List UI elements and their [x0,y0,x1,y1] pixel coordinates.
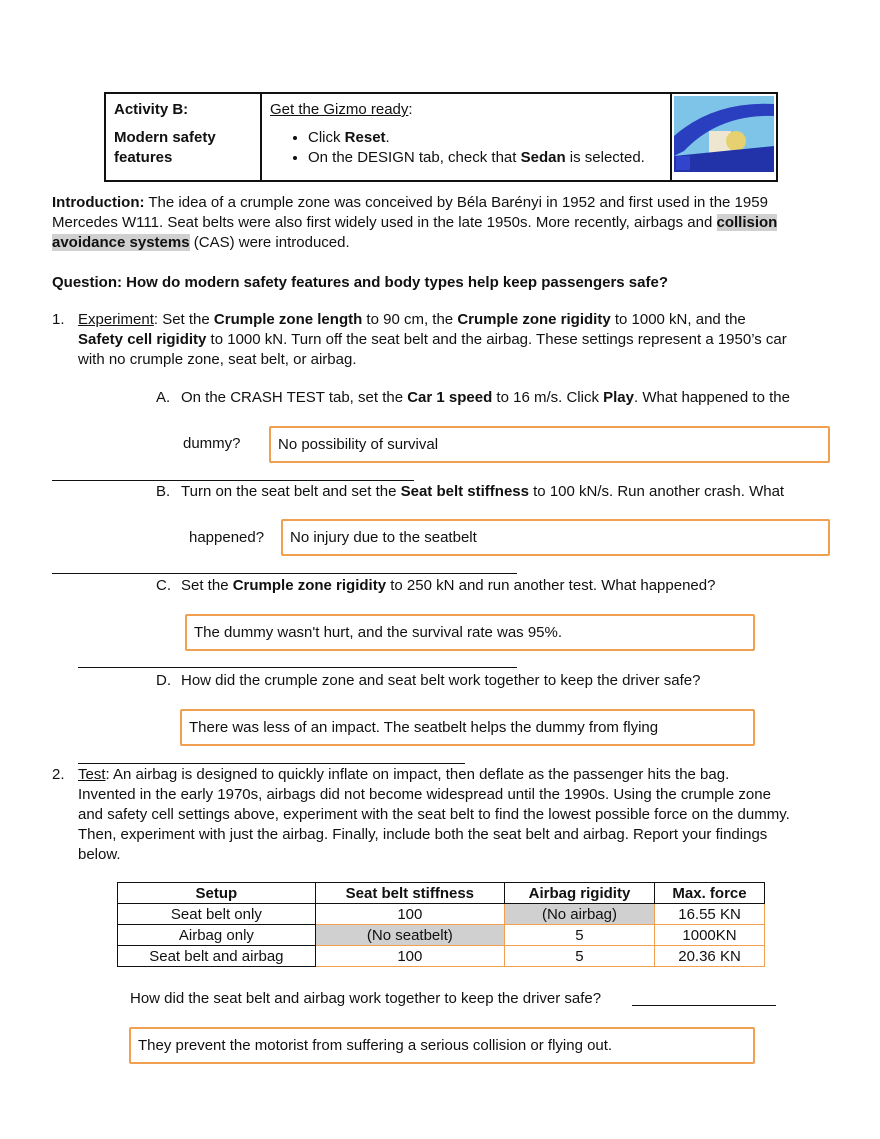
column-header: Max. force [655,883,765,904]
q1a-text: On the CRASH TEST tab, set the Car 1 speed to 16 m/s. Click Play. What happened to the [181,389,790,406]
table-cell: Airbag only [118,925,316,946]
column-header: Airbag rigidity [504,883,654,904]
q2-followup-question: How did the seat belt and airbag work together to keep the driver safe? [130,990,602,1007]
q1c-letter: C. [156,577,171,594]
divider [52,480,414,481]
prep-item: • On the DESIGN tab, check that Sedan is selected. [308,148,662,168]
q1a-answer-field[interactable]: No possibility of survival [269,426,830,463]
q1b-text-cont: happened? [189,529,265,546]
table-cell[interactable]: 5 [504,925,654,946]
table-cell[interactable]: 20.36 KN [655,946,765,967]
table-row [118,925,765,946]
table-row [118,946,765,967]
q1d-answer-field[interactable]: There was less of an impact. The seatbelt helps the dummy from flying [180,709,755,746]
column-header: Setup [118,883,316,904]
q1-number: 1. [52,311,65,328]
table-cell[interactable]: 100 [315,904,504,925]
q2-number: 2. [52,766,65,783]
q1c-text: Set the Crumple zone rigidity to 250 kN and run another test. What happened? [181,577,716,594]
table-cell[interactable]: 16.55 KN [655,904,765,925]
prep-list [270,128,662,168]
table-cell: Seat belt only [118,904,316,925]
q2-text: Test: An airbag is designed to quickly inflate on impact, then deflate as the passenger hits the bag. Invented in the early 1970s, airbags did not become widespread until the 1990s. Using the crumple zone and safety cell settings above, experiment with the seat belt to find the lowest possible force on the dummy. Then, experiment with just the airbag. Finally, include both the seat belt and airbag. Report your findings below. [78,766,790,863]
divider [78,667,517,668]
divider [78,763,465,764]
q1-text: Experiment: Set the Crumple zone length to 90 cm, the Crumple zone rigidity to 1000 kN, and the Safety cell rigidity to 1000 kN. Turn off the seat belt and the airbag. These settings represent a 1950’s car with no crumple zone, seat belt, or airbag. [78,311,787,368]
answer-underline [632,1005,776,1006]
table-cell: (No airbag) [504,904,654,925]
q1b-text: Turn on the seat belt and set the Seat belt stiffness to 100 kN/s. Run another crash. What [181,483,785,500]
table-cell[interactable]: 5 [504,946,654,967]
activity-label: Activity B: [114,101,189,118]
main-question: Question: How do modern safety features and body types help keep passengers safe? [52,274,668,291]
table-cell[interactable]: 100 [315,946,504,967]
divider [52,573,517,574]
table-cell[interactable]: 1000KN [655,925,765,946]
results-table [117,882,765,967]
crash-dummy-car-icon [674,96,774,172]
table-header-row [118,883,765,904]
q1d-text: How did the crumple zone and seat belt work together to keep the driver safe? [181,672,701,689]
q1d-letter: D. [156,672,171,689]
table-cell: (No seatbelt) [315,925,504,946]
prep-item: • Click Reset. [308,128,662,148]
prep-heading: Get the Gizmo ready: [270,101,413,118]
q1b-letter: B. [156,483,171,500]
q1b-answer-field[interactable]: No injury due to the seatbelt [281,519,830,556]
table-cell: Seat belt and airbag [118,946,316,967]
table-row [118,904,765,925]
q1a-letter: A. [156,389,171,406]
car-image [671,93,777,181]
activity-title: Modern safety features [114,129,216,166]
q1c-answer-field[interactable]: The dummy wasn't hurt, and the survival rate was 95%. [185,614,755,651]
q2-answer-field[interactable]: They prevent the motorist from suffering a serious collision or flying out. [129,1027,755,1064]
activity-header-table [104,92,778,182]
introduction: Introduction: The idea of a crumple zone was conceived by Béla Barényi in 1952 and first used in the 1959 Mercedes W111. Seat belts were also first widely used in the late 1950s. More recently, airbags and collision avoidance systems (CAS) were introduced. [52,194,778,251]
q1a-text-cont: dummy? [183,435,241,452]
column-header: Seat belt stiffness [315,883,504,904]
